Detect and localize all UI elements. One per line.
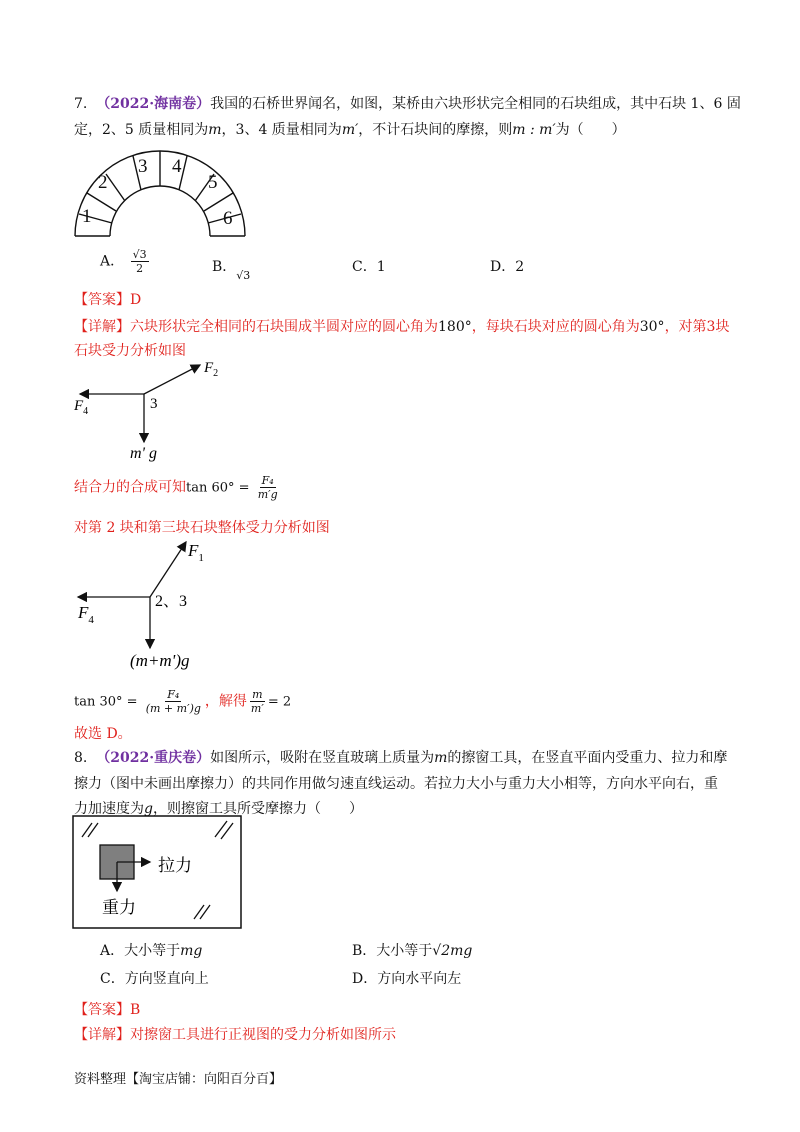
q8-line1 <box>74 748 727 768</box>
q7-conclusion: 故选 D。 <box>74 726 132 742</box>
q8-detail-tag: 【详解】 <box>74 1027 130 1043</box>
q7-detail1: 六块形状完全相同的石块围成半圆对应的圆心角为 <box>130 319 438 335</box>
arch-block-4: 4 <box>172 156 182 177</box>
q8-line2: 擦力（图中未画出摩擦力）的共同作用做匀速直线运动。若拉力大小与重力大小相等，方向水平向右，重 <box>74 776 718 792</box>
q7-angle180: 180° <box>438 319 472 335</box>
q8-number: 8. <box>74 750 88 766</box>
q7-number: 7. <box>74 96 88 112</box>
q7-angle30: 30° <box>639 319 665 335</box>
q8-option-d-value: 方向水平向左 <box>377 971 462 987</box>
q7-detail-tag: 【详解】 <box>74 319 130 335</box>
q8-option-a-math: mg <box>180 943 203 959</box>
q7-option-c-label: C． <box>352 259 377 275</box>
q7-result-den: m′ <box>250 702 264 715</box>
q8-option-c-value: 方向竖直向上 <box>124 971 209 987</box>
stone-arch-figure <box>70 148 250 240</box>
label-pull: 拉力 <box>158 856 192 875</box>
arch-block-1: 1 <box>82 206 92 227</box>
q7-option-d[interactable] <box>490 256 524 276</box>
q8-answer-tag: 【答案】 <box>74 1002 130 1018</box>
fig2-f4-sub: 4 <box>88 614 94 626</box>
q7-result-num: m <box>252 688 263 701</box>
q8-text1b: 的擦窗工具，在竖直平面内受重力、拉力和摩 <box>447 750 728 766</box>
q8-source: （2022·重庆卷） <box>96 750 211 766</box>
q8-option-b-value: 大小等于 <box>376 943 433 959</box>
q7-whole-text: 对第 2 块和第三块石块整体受力分析如图 <box>74 520 330 536</box>
arrow-f2 <box>144 365 200 394</box>
q7-combine-line: 结合力的合成可知tan 60° = $\frac{\text{F₄}}{m'g}$ <box>74 474 278 501</box>
page-footer: 资料整理【淘宝店铺：向阳百分百】 <box>74 1072 283 1087</box>
q7-option-a[interactable] <box>100 248 151 275</box>
q7-option-c-value: 1 <box>376 259 386 275</box>
q7-answer <box>74 290 141 310</box>
q8-option-a-label: A． <box>100 943 125 959</box>
q8-option-c[interactable] <box>100 968 209 988</box>
q7-option-c[interactable] <box>352 256 386 276</box>
svg-text:F4 <box>73 398 88 417</box>
arrow-f1 <box>150 542 186 597</box>
q7-option-b-label: B． <box>212 259 237 275</box>
fig1-f2-label: F <box>204 362 214 376</box>
q8-option-b[interactable] <box>352 940 472 960</box>
fig2-f1-label: F <box>188 541 199 560</box>
arch-block-5: 5 <box>208 172 218 193</box>
q7-text3: ，3、4 质量相同为 <box>221 122 342 138</box>
fig1-f4-sub: 4 <box>83 406 89 417</box>
q7-option-a-den: 2 <box>136 262 144 275</box>
q7-tan60-den: m′g <box>257 488 278 501</box>
q8-m: m <box>434 750 448 766</box>
fig1-f2-sub: 2 <box>213 368 219 379</box>
fig1-weight-label: m' g <box>130 445 157 462</box>
q7-combine-text: 结合力的合成可知 <box>74 479 186 496</box>
q8-option-a-value: 大小等于 <box>124 943 181 959</box>
q7-tan30-line: tan 30° = $\frac{\text{F₄}}{(m + m')g}$ ，解得 $\frac{m}{m'}$ = 2 <box>74 688 292 715</box>
q7-option-a-num: √3 <box>132 248 147 261</box>
q8-text1a: 如图所示，吸附在竖直玻璃上质量为 <box>210 750 435 766</box>
q7-tan60: tan 60° <box>186 480 235 496</box>
q8-answer-value: B <box>130 1002 141 1018</box>
q7-text4: ，不计石块间的摩擦，则 <box>358 122 513 138</box>
q7-option-a-label: A． <box>100 253 125 270</box>
q7-mprime: m′ <box>341 122 359 138</box>
fig2-center-label: 2、3 <box>155 593 188 610</box>
q8-option-c-label: C． <box>100 971 125 987</box>
force-diagram-block3 <box>70 362 240 462</box>
q7-solve-text: ，解得 <box>204 693 247 710</box>
q7-text1: 我国的石桥世界闻名，如图，某桥由六块形状完全相同的石块组成，其中石块 1、6 固 <box>210 96 741 112</box>
q8-answer <box>74 1000 140 1020</box>
q7-line1 <box>74 94 741 114</box>
q7-text5: 为（ ） <box>555 122 626 138</box>
q7-line2 <box>74 120 626 140</box>
glass-pane <box>73 816 241 928</box>
svg-text:F4 <box>77 603 94 626</box>
q8-detail <box>74 1025 396 1045</box>
q8-text3b: ，则擦窗工具所受摩擦力（ ） <box>152 801 363 817</box>
fig2-f4-label: F <box>78 603 89 622</box>
q7-answer-tag: 【答案】 <box>74 292 130 308</box>
q7-text2: 定，2、5 质量相同为 <box>74 122 209 138</box>
q8-option-d-label: D． <box>352 971 378 987</box>
q8-detail-text: 对擦窗工具进行正视图的受力分析如图所示 <box>130 1027 396 1043</box>
arch-block-3: 3 <box>138 156 148 177</box>
q8-option-a[interactable] <box>100 940 202 960</box>
q7-tan30: tan 30° <box>74 694 123 710</box>
window-cleaner-figure <box>72 815 244 930</box>
force-diagram-blocks23 <box>70 538 240 673</box>
q7-option-b-value: √3 <box>236 269 251 282</box>
q7-source: （2022·海南卷） <box>96 96 211 112</box>
q8-g: g <box>144 801 153 817</box>
q7-tan30-den: (m + m′)g <box>145 702 201 715</box>
fig2-weight-label: (m+m')g <box>130 651 190 670</box>
q7-m: m <box>208 122 222 138</box>
q7-answer-value: D <box>130 292 142 308</box>
q8-text3a: 力加速度为 <box>74 801 144 817</box>
svg-text:F2 <box>203 362 218 379</box>
q7-tan30-num: F₄ <box>167 688 180 701</box>
svg-text:F1 <box>187 541 204 564</box>
q7-detail-line1 <box>74 317 729 337</box>
label-gravity: 重力 <box>102 898 136 917</box>
fig1-f4-label: F <box>74 398 84 414</box>
q7-option-b[interactable] <box>212 256 251 282</box>
q8-option-d[interactable] <box>352 968 461 988</box>
fig1-center-label: 3 <box>150 396 158 412</box>
q7-tan60-num: F₄ <box>261 474 274 487</box>
q7-detail3: ，对第3块 <box>664 319 730 335</box>
q7-option-d-value: 2 <box>515 259 525 275</box>
q7-result: = 2 <box>267 694 292 710</box>
q7-detail-line2: 石块受力分析如图 <box>74 343 186 359</box>
q7-detail2: ，每块石块对应的圆心角为 <box>471 319 640 335</box>
q8-option-b-math: √2mg <box>432 943 473 959</box>
q7-ratio: m : m′ <box>512 122 556 138</box>
q7-option-d-label: D． <box>490 259 516 275</box>
arch-block-2: 2 <box>98 172 108 193</box>
fig2-f1-sub: 1 <box>198 552 204 564</box>
q8-option-b-label: B． <box>352 943 377 959</box>
arch-block-6: 6 <box>223 208 233 229</box>
